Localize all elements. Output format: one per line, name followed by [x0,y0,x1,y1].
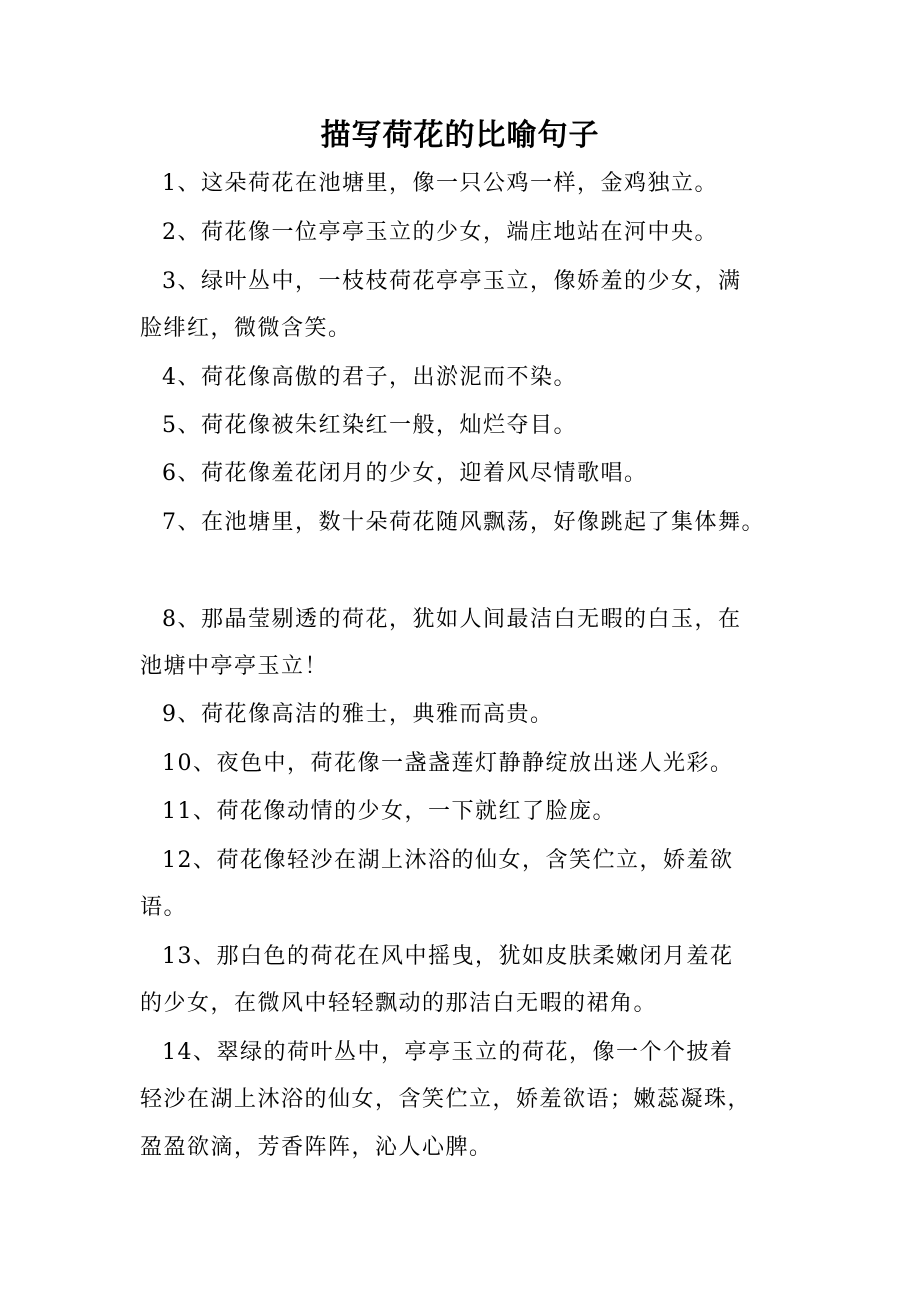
sentence-13-line-2: 的少女，在微风中轻轻飘动的那洁白无暇的裙角。 [140,991,658,1016]
sentence-10: 10、夜色中，荷花像一盏盏莲灯静静绽放出迷人光彩。 [162,751,734,776]
sentence-13-line-1: 13、那白色的荷花在风中摇曳，犹如皮肤柔嫩闭月羞花 [162,944,734,969]
sentence-8-line-1: 8、那晶莹剔透的荷花，犹如人间最洁白无暇的白玉，在 [162,607,742,632]
sentence-12-line-2: 语。 [140,895,188,920]
sentence-3-line-2: 脸绯红，微微含笑。 [140,316,352,341]
sentence-11: 11、荷花像动情的少女，一下就红了脸庞。 [162,799,616,824]
sentence-8-line-2: 池塘中亭亭玉立！ [140,654,329,679]
sentence-14-line-1: 14、翠绿的荷叶丛中，亭亭玉立的荷花，像一个个披着 [162,1040,734,1065]
sentence-3-line-1: 3、绿叶丛中，一枝枝荷花亭亭玉立，像娇羞的少女，满 [162,269,742,294]
sentence-1: 1、这朵荷花在池塘里，像一只公鸡一样，金鸡独立。 [162,171,718,196]
sentence-7: 7、在池塘里，数十朵荷花随风飘荡，好像跳起了集体舞。 [162,510,765,535]
sentence-9: 9、荷花像高洁的雅士，典雅而高贵。 [162,702,554,727]
sentence-12-line-1: 12、荷花像轻沙在湖上沐浴的仙女，含笑伫立，娇羞欲 [162,848,734,873]
sentence-14-line-2: 轻沙在湖上沐浴的仙女，含笑伫立，娇羞欲语；嫩蕊凝珠， [140,1087,752,1112]
sentence-2: 2、荷花像一位亭亭玉立的少女，端庄地站在河中央。 [162,220,718,245]
page-title: 描写荷花的比喻句子 [320,118,600,153]
sentence-14-line-3: 盈盈欲滴，芳香阵阵，沁人心脾。 [140,1135,493,1160]
sentence-5: 5、荷花像被朱红染红一般，灿烂夺目。 [162,413,577,438]
sentence-6: 6、荷花像羞花闭月的少女，迎着风尽情歌唱。 [162,461,648,486]
sentence-4: 4、荷花像高傲的君子，出淤泥而不染。 [162,365,577,390]
